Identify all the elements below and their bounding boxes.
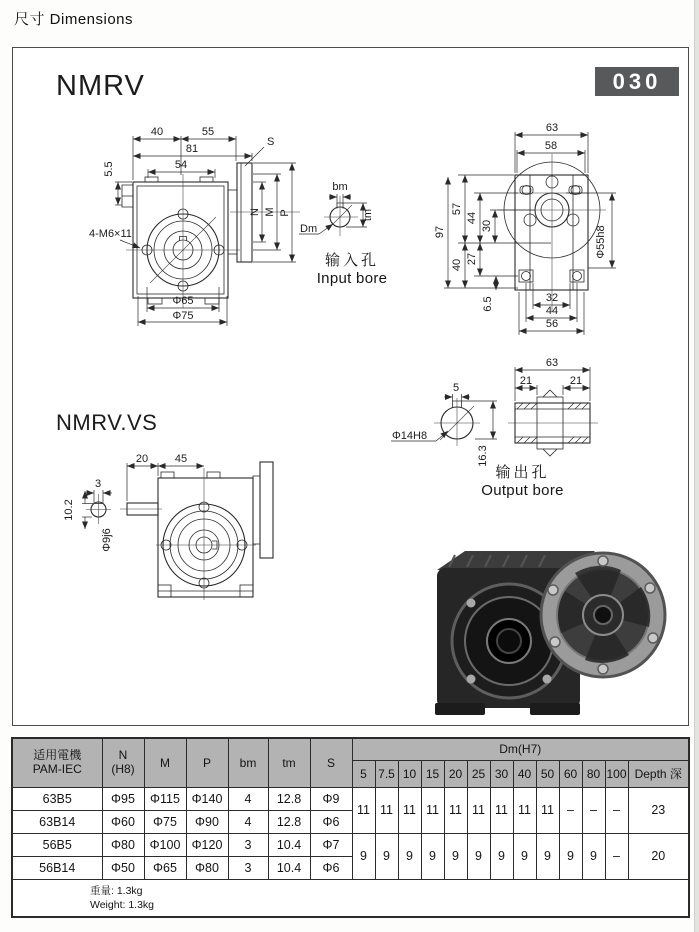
col-header-pam-en: PAM-IEC [32, 761, 82, 776]
cell-dm: – [605, 787, 628, 833]
cell-p: Φ120 [186, 833, 228, 856]
cell-dm: 11 [421, 787, 444, 833]
col-header-m: M [144, 738, 186, 787]
cell-dm: 9 [467, 833, 490, 879]
size-code-badge: 030 [595, 67, 679, 96]
dim-label-54: 54 [174, 159, 188, 171]
dm-size-header: 25 [467, 760, 490, 787]
dim-label-dm: Dm [300, 223, 318, 235]
dim-label-56: 56 [545, 318, 559, 330]
dim-label-5: 5 [452, 382, 460, 394]
table-row [12, 833, 689, 856]
dm-size-header: 30 [490, 760, 513, 787]
cell-dm: 11 [375, 787, 398, 833]
cell-depth: 23 [628, 787, 689, 833]
col-header-n-bottom: (H8) [111, 761, 135, 776]
scan-edge-shadow [694, 0, 699, 932]
dim-label-44b: 44 [545, 305, 559, 317]
table-footnote-row [12, 879, 689, 917]
dim-label-40: 40 [150, 126, 164, 138]
input-bore-caption [302, 249, 402, 287]
dim-label-32: 32 [545, 292, 559, 304]
dim-label-10-2: 10.2 [63, 499, 75, 521]
cell-n: Φ80 [102, 833, 144, 856]
col-header-pam [12, 738, 102, 787]
dimension-table [11, 737, 690, 918]
dim-label-s: S [267, 136, 275, 148]
bolt-note-label: 4-M6×11 [89, 228, 132, 240]
col-header-n [102, 738, 144, 787]
cell-dm: – [582, 787, 605, 833]
cell-dm: 9 [444, 833, 467, 879]
output-bore-caption [460, 461, 585, 499]
cell-tm: 10.4 [268, 856, 310, 879]
cell-s: Φ7 [310, 833, 352, 856]
dim-label-40: 40 [451, 258, 463, 272]
cell-m: Φ65 [144, 856, 186, 879]
dim-label-d9j6: Φ9j6 [101, 528, 113, 552]
dim-label-bm: bm [332, 181, 348, 193]
input-bore-caption-zh: 输入孔 [324, 252, 379, 269]
cell-pam: 63B5 [12, 787, 102, 810]
model-name-vs: NMRV.VS [56, 410, 158, 435]
cell-n: Φ95 [102, 787, 144, 810]
cell-tm: 12.8 [268, 787, 310, 810]
input-bore-caption-en: Input bore [316, 270, 388, 287]
cell-tm: 12.8 [268, 810, 310, 833]
cell-dm: 9 [513, 833, 536, 879]
dim-label-45: 45 [174, 453, 188, 465]
dim-label-21-left: 21 [519, 375, 533, 387]
dm-size-header: 5 [352, 760, 375, 787]
cell-dm: 11 [490, 787, 513, 833]
dm-size-header: 40 [513, 760, 536, 787]
cell-dm: 11 [536, 787, 559, 833]
dim-label-57: 57 [451, 202, 463, 216]
cell-dm: 9 [352, 833, 375, 879]
col-header-dm-group: Dm(H7) [352, 738, 689, 760]
dim-label-97: 97 [434, 225, 446, 239]
cell-s: Φ6 [310, 810, 352, 833]
dim-label-58: 58 [544, 140, 558, 152]
col-header-pam-zh: 适用電機 [33, 747, 82, 762]
dim-label-55: 55 [201, 126, 215, 138]
dim-label-20: 20 [135, 453, 149, 465]
col-header-bm: bm [228, 738, 268, 787]
cell-bm: 4 [228, 810, 268, 833]
dm-size-header: 20 [444, 760, 467, 787]
output-bore-caption-zh: 输出孔 [495, 464, 550, 481]
cell-pam: 56B5 [12, 833, 102, 856]
cell-depth: 20 [628, 833, 689, 879]
dim-label-44: 44 [466, 211, 478, 225]
dim-label-d14h8: Φ14H8 [392, 430, 428, 442]
dim-label-21-right: 21 [569, 375, 583, 387]
cell-p: Φ80 [186, 856, 228, 879]
cell-bm: 3 [228, 856, 268, 879]
col-header-tm: tm [268, 738, 310, 787]
col-header-s: S [310, 738, 352, 787]
dm-size-header: 7.5 [375, 760, 398, 787]
cell-p: Φ90 [186, 810, 228, 833]
front-view-drawing [88, 126, 316, 334]
cell-dm: 11 [467, 787, 490, 833]
col-header-p: P [186, 738, 228, 787]
dm-size-header: 50 [536, 760, 559, 787]
cell-dm: 11 [352, 787, 375, 833]
cell-n: Φ50 [102, 856, 144, 879]
dim-label-16-3: 16.3 [477, 445, 489, 467]
dim-label-3: 3 [94, 478, 102, 490]
dim-label-63: 63 [545, 122, 559, 134]
dm-size-header: 60 [559, 760, 582, 787]
dm-size-header: 80 [582, 760, 605, 787]
weight-note-zh: 重量: 1.3kg [90, 884, 143, 897]
vs-view-drawing [58, 428, 308, 606]
dim-label-d75: Φ75 [172, 310, 194, 322]
cell-s: Φ9 [310, 787, 352, 810]
cell-dm: – [559, 787, 582, 833]
dim-label-6-5: 6.5 [482, 296, 494, 312]
dim-label-m: M [264, 207, 276, 217]
col-header-n-top: N [118, 747, 128, 762]
dim-label-tm: tm [362, 208, 374, 222]
rear-view-drawing [434, 120, 690, 338]
input-bore-drawing [290, 178, 400, 250]
cell-bm: 3 [228, 833, 268, 856]
dim-label-63b: 63 [545, 357, 559, 369]
cell-m: Φ115 [144, 787, 186, 810]
dim-label-n: N [249, 208, 261, 216]
cell-dm: 9 [559, 833, 582, 879]
cell-dm: 11 [398, 787, 421, 833]
cell-pam: 63B14 [12, 810, 102, 833]
cell-tm: 10.4 [268, 833, 310, 856]
product-photo [425, 515, 650, 720]
dim-label-27: 27 [466, 252, 478, 266]
cell-p: Φ140 [186, 787, 228, 810]
cell-dm: 9 [375, 833, 398, 879]
page-title: 尺寸 Dimensions [14, 11, 134, 28]
model-name: NMRV [56, 70, 145, 102]
dim-label-30: 30 [481, 219, 493, 233]
output-bore-caption-en: Output bore [481, 482, 564, 499]
cell-dm: 9 [536, 833, 559, 879]
cell-m: Φ75 [144, 810, 186, 833]
cell-dm: 9 [421, 833, 444, 879]
cell-s: Φ6 [310, 856, 352, 879]
cell-dm: 9 [582, 833, 605, 879]
cell-dm: – [605, 833, 628, 879]
dim-label-d55h8: Φ55h8 [595, 225, 607, 259]
table-row [12, 787, 689, 810]
cell-bm: 4 [228, 787, 268, 810]
dm-size-header: 15 [421, 760, 444, 787]
dim-label-p: P [279, 209, 291, 217]
cell-pam: 56B14 [12, 856, 102, 879]
cell-m: Φ100 [144, 833, 186, 856]
col-header-depth: Depth 深 [628, 760, 689, 787]
cell-dm: 9 [398, 833, 421, 879]
dim-label-d65: Φ65 [172, 295, 194, 307]
cell-dm: 9 [490, 833, 513, 879]
weight-note-en: Weight: 1.3kg [90, 898, 155, 911]
dm-size-header: 10 [398, 760, 421, 787]
cell-dm: 11 [513, 787, 536, 833]
dm-size-header: 100 [605, 760, 628, 787]
dim-label-81: 81 [185, 143, 199, 155]
dim-label-5-5: 5.5 [103, 161, 115, 177]
cell-dm: 11 [444, 787, 467, 833]
cell-n: Φ60 [102, 810, 144, 833]
